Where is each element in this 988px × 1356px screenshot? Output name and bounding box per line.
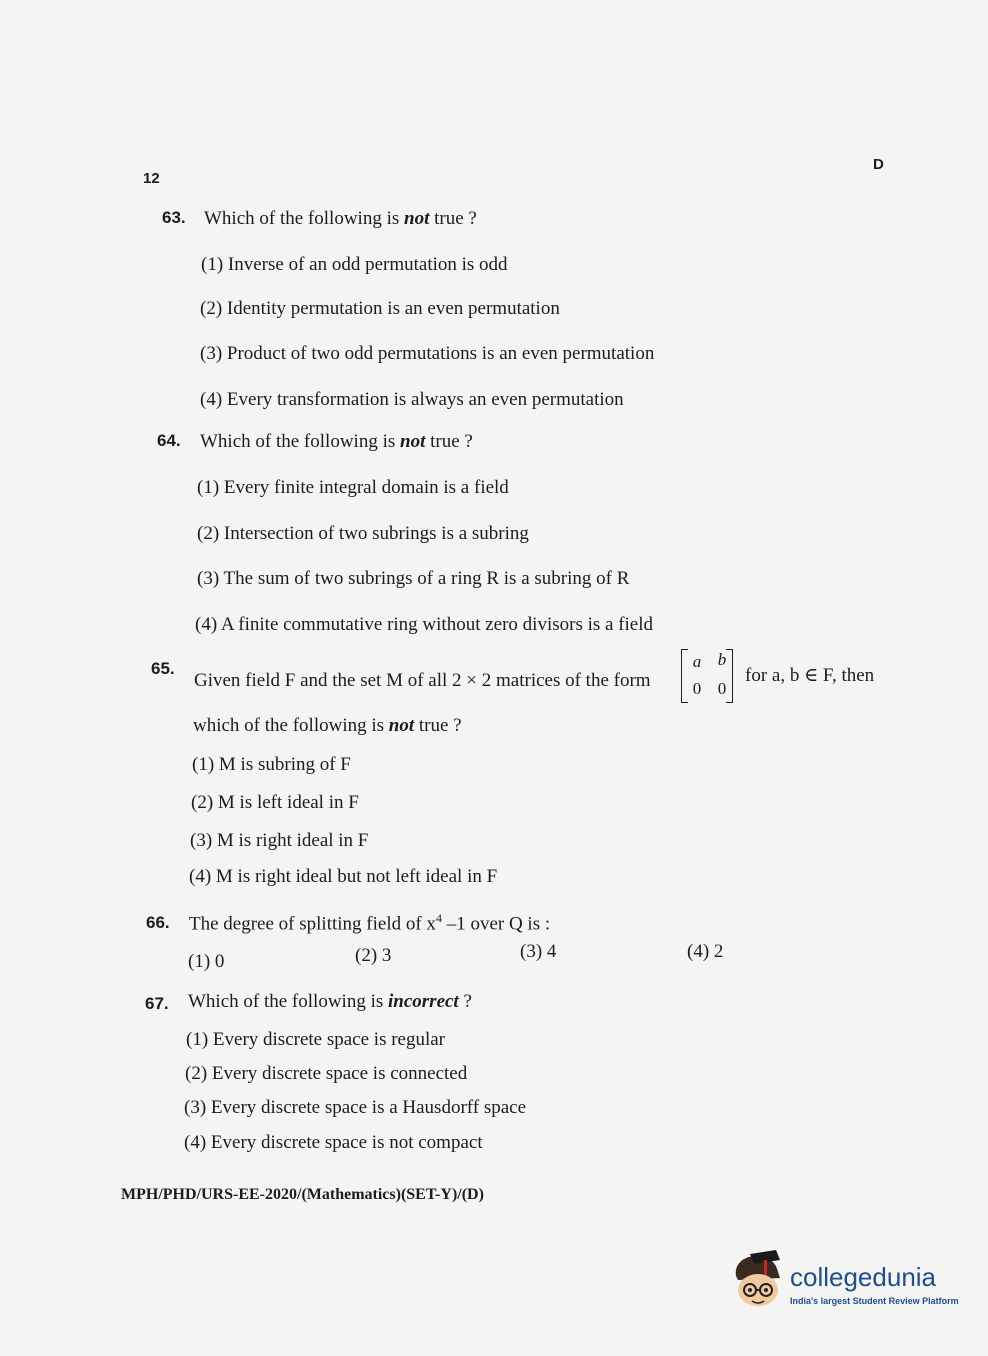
question-text: Which of the following is not true ?	[200, 431, 473, 452]
question-text-line1-end: for a, b ∈ F, then	[745, 665, 875, 686]
question-number: 64.	[157, 431, 181, 450]
option: (4) Every discrete space is not compact	[184, 1132, 483, 1153]
option: (4) 2	[687, 941, 724, 962]
question-text: Which of the following is incorrect ?	[188, 991, 472, 1012]
brand-name: collegedunia	[790, 1262, 937, 1292]
option: (3) Product of two odd permutations is an even permutation	[200, 343, 655, 364]
matrix	[681, 649, 733, 703]
option: (4) Every transformation is always an even permutation	[200, 389, 624, 410]
question-number: 63.	[162, 208, 186, 227]
option: (4) M is right ideal but not left ideal in F	[189, 866, 498, 887]
option: (2) 3	[355, 945, 392, 966]
question-text: The degree of splitting field of $x^4$ –1 over Q is :	[189, 911, 551, 935]
page-number: 12	[143, 170, 160, 187]
collegedunia-logo	[730, 1250, 960, 1320]
set-letter: D	[873, 156, 884, 173]
option: (3) 4	[520, 941, 557, 962]
mascot-icon	[730, 1250, 788, 1312]
option: (2) Identity permutation is an even permutation	[200, 298, 560, 319]
option: (2) M is left ideal in F	[191, 792, 359, 813]
option: (1) M is subring of F	[192, 754, 351, 775]
option: (1) Every discrete space is regular	[186, 1029, 446, 1050]
paper-code: MPH/PHD/URS-EE-2020/(Mathematics)(SET-Y)/(D)	[121, 1186, 484, 1203]
brand-tagline: India's largest Student Review Platform	[790, 1296, 959, 1306]
matrix-cell: 0	[717, 679, 727, 698]
option: (2) Intersection of two subrings is a subring	[197, 523, 529, 544]
option: (4) A finite commutative ring without zero divisors is a field	[195, 614, 654, 635]
option: (3) M is right ideal in F	[190, 830, 369, 851]
option: (1) Inverse of an odd permutation is odd	[201, 254, 508, 275]
question-text-line1: Given field F and the set M of all 2 × 2 matrices of the form	[194, 670, 651, 691]
matrix-cell: a	[692, 652, 702, 671]
matrix-cell: 0	[692, 679, 702, 698]
option: (1) 0	[188, 951, 225, 972]
matrix-cell: b	[717, 650, 727, 669]
option: (2) Every discrete space is connected	[185, 1063, 468, 1084]
question-number: 65.	[151, 659, 175, 678]
question-number: 67.	[145, 994, 169, 1013]
option: (3) Every discrete space is a Hausdorff space	[184, 1097, 527, 1118]
question-text: Which of the following is not true ?	[204, 208, 477, 229]
option: (1) Every finite integral domain is a field	[197, 477, 509, 498]
question-text: which of the following is not true ?	[193, 715, 462, 736]
question-number: 66.	[146, 913, 170, 932]
option: (3) The sum of two subrings of a ring R is a subring of R	[197, 568, 630, 589]
